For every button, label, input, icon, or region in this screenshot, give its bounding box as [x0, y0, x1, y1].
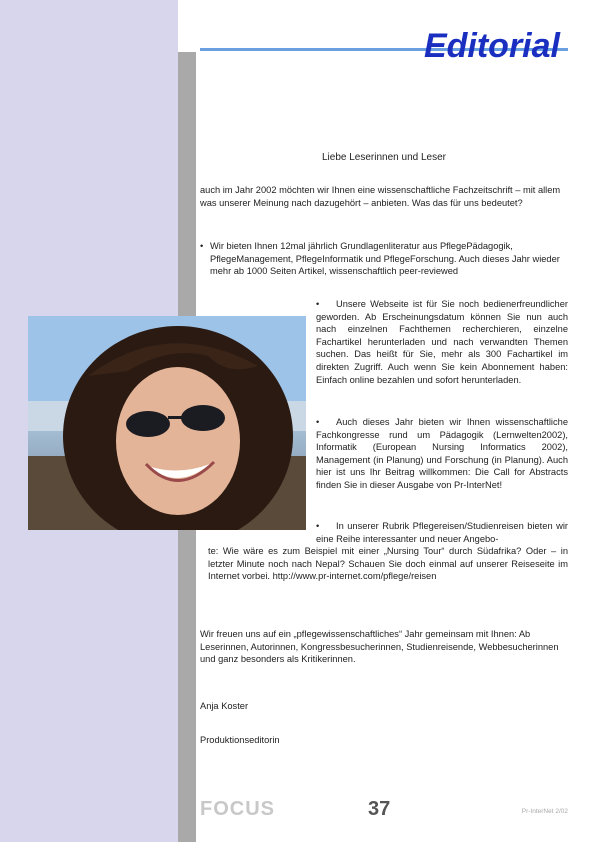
intro-paragraph: auch im Jahr 2002 möchten wir Ihnen eine wissenschaftliche Fachzeitschrift – mit allem was unserer Meinung nach dazugehört – anbieten. Was das für uns bedeutet? — [200, 185, 561, 208]
page-number: 37 — [368, 798, 391, 820]
bullet1-line1: Wir bieten Ihnen 12mal jährlich Grundlagenliteratur aus PflegePädagogik, — [210, 241, 513, 251]
signature-name: Anja Koster — [200, 701, 249, 711]
author-photo-illustration — [28, 316, 306, 530]
bullet4-text-part2: te: Wie wäre es zum Beispiel mit einer „Nursing Tour“ durch Südafrika? Oder – in letzter Minute noch nach Nepal? Schauen Sie doch einmal auf unserer Reiseseite im Internet vorbei. http://www.pr-internet.com/pflege/reisen — [208, 546, 568, 582]
page-title: Editorial — [423, 27, 560, 65]
bullet-item-website — [316, 298, 568, 386]
bullet-item-congresses — [316, 416, 568, 492]
bullet-icon: • — [200, 241, 204, 251]
bullet-icon: • — [316, 299, 320, 309]
bullet2-text: Unsere Webseite ist für Sie noch bedienerfreundlicher geworden. Ab Erscheinungsdatum können Sie nun auch nach einzelnen Fachthemen recherchieren, einzelne Fachartikel herunterladen und nach verwandten Themen suchen. Das heißt für Sie, mehr als 300 Fachartikel im direkten Zugriff. Auch wenn Sie kein Abonnement haben: Einfach online bezahlen und sofort herunterladen. — [316, 299, 568, 385]
issue-label: Pr-InterNet 2/02 — [521, 808, 568, 815]
bullet1-rest: PflegeManagement, PflegeInformatik und PflegeForschung. Auch dieses Jahr wieder mehr ab 1000 Seiten Artikel, wissenschaftlich peer-reviewed — [210, 253, 560, 277]
salutation: Liebe Leserinnen und Leser — [322, 152, 446, 163]
bullet-item-travel — [316, 520, 568, 545]
bullet-item-literature — [200, 240, 568, 278]
bullet3-text: Auch dieses Jahr bieten wir Ihnen wissenschaftliche Fachkongresse rund um Pädagogik (Lernwelten2002), Informatik (European Nursing Informatics 2002), Management (in Planung) und Forschung (in Planung). Auch hier ist uns Ihr Beitrag willkommen: Die Call for Abstracts finden Sie in dieser Ausgabe von Pr-InterNet! — [316, 417, 568, 490]
bullet-icon: • — [316, 521, 320, 531]
bullet-icon: • — [316, 417, 320, 427]
closing-paragraph: Wir freuen uns auf ein „pflegewissenschaftliches“ Jahr gemeinsam mit Ihnen: Ab Leserinnen, Autorinnen, Kongressbesucherinnen, Studienreisende, Webbesucherinnen und ganz besonders als Kritikerinnen. — [200, 629, 559, 665]
author-photo — [28, 316, 306, 530]
bullet4-text-part1: In unserer Rubrik Pflegereisen/Studienreisen bieten wir eine Reihe interessanter und neuer Angebo- — [316, 521, 568, 544]
section-label: FOCUS — [200, 798, 275, 820]
signature-role: Produktionseditorin — [200, 735, 280, 745]
